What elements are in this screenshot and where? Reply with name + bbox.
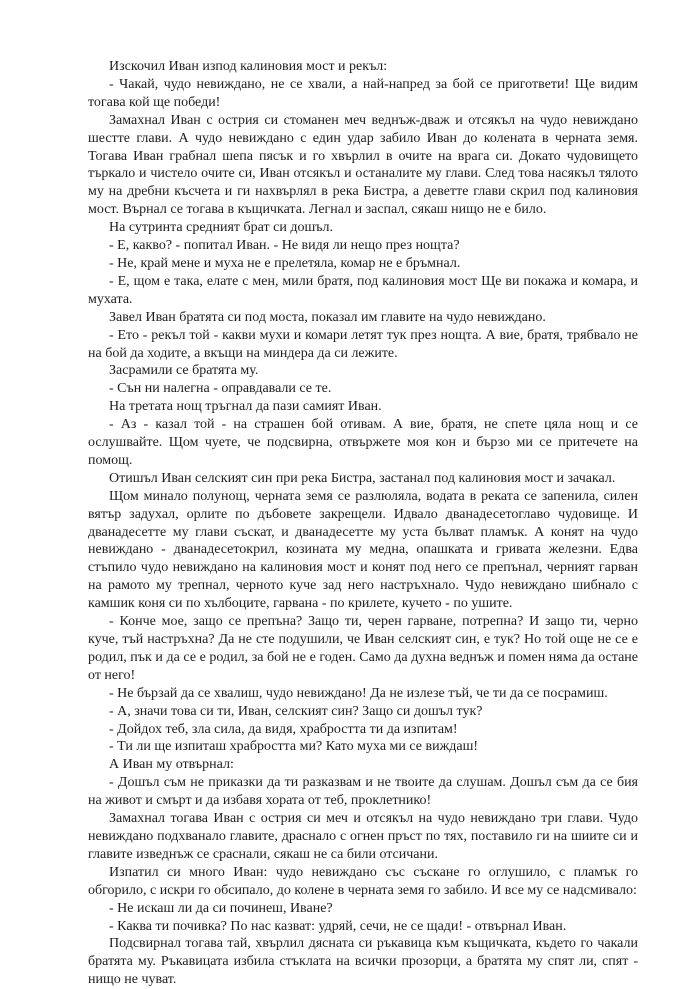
paragraph: Подсвирнал тогава тай, хвърлил дясната си ръкавица към къщичката, където го чакали братята му. Ръкавицата избила стъклата на всички прозорци, а братята му спят ли, спят - нищо не чуват. — [88, 936, 638, 988]
paragraph: - Ето - рекъл той - какви мухи и комари летят тук през нощта. А вие, братя, трябвало не на бой да ходите, а вкъщи на миндера да си лежите. — [88, 327, 638, 361]
paragraph: - Чакай, чудо невиждано, не се хвали, а най-напред за бой се пригответи! Ще видим тогава кой ще победи! — [88, 76, 638, 110]
paragraph: Изскочил Иван изпод калиновия мост и рекъл: — [109, 59, 388, 74]
paragraph: - Сън ни налегна - оправдавали се те. — [109, 381, 332, 397]
paragraph: Отишъл Иван селският син при река Бистра, застанал под калиновия мост и зачакал. — [109, 470, 616, 486]
paragraph: - Дошъл съм не приказки да ти разказвам и не твоите да слушам. Дошъл съм да се бия на живот и смърт и да избавя хората от теб, проклетнико! — [88, 775, 638, 809]
paragraph: Засрамили се братята му. — [109, 363, 259, 379]
paragraph: - Аз - казал той - на страшен бой отивам. А вие, братя, не спете цяла нощ и се ослушвайте. Щом чуете, че подсвирна, отвържете моя кон и бързо ми се притечете на помощ. — [88, 417, 638, 468]
paragraph: Изпатил си много Иван: чудо невиждано със съскане го оглушило, с пламък го обгорило, с искри го обсипало, до колене в черната земя го забило. И все му се надсмивало: — [88, 864, 638, 898]
paragraph: Щом минало полунощ, черната земя се разлюляла, водата в реката се запенила, силен вятър задухал, орлите по дъбовете закрещели. Идвало дванадесетоглаво чудовище. И дванадесетте му глави съскат, и дванадесетте му уста бълват пламък. А конят на чудо невиждано - дванадесетокрил, козината му медна, опашката и гривата железни. Едва стъпило чудо невиждано на калиновия мост и конят под него се препънал, черният гарван на рамото му трепнал, черното куче зад него настръхнало. Чудо невиждано шибнало с камшик коня си по хълбоците, гарвана - по крилете, кучето - по ушите. — [88, 488, 638, 612]
paragraph: - А, значи това си ти, Иван, селският син? Защо си дошъл тук? — [109, 703, 483, 719]
paragraph: - Ти ли ще изпиташ храбростта ми? Като муха ми се виждаш! — [109, 739, 479, 755]
paragraph: На сутринта средният брат си дошъл. — [109, 220, 333, 236]
paragraph: - Е, какво? - попитал Иван. - Не видя ли нещо през нощта? — [109, 238, 460, 254]
paragraph: Замахнал тогава Иван с острия си меч и отсякъл на чудо невиждано три глави. Чудо невиждано подхванало главите, драснало с огнен пръст по тях, поставило ги на шиите си и главите изведнъж се сраснали, сякаш не са били отсичани. — [88, 811, 638, 862]
paragraph: - Конче мое, защо се препъна? Защо ти, черен гарване, потрепна? И защо ти, черно куче, тъй настръхна? Да не сте подушили, че Иван селският син, е тук? Но той още не се е родил, пък и да се е родил, за бой не е годен. Само да духна веднъж и помен няма да остане от него! — [88, 614, 638, 683]
paragraph: Завел Иван братята си под моста, показал им главите на чудо невиждано. — [109, 309, 546, 325]
paragraph: - Каква ти почивка? По нас казват: удряй, сечи, не се щади! - отвърнал Иван. — [109, 918, 567, 934]
paragraph: - Не искаш ли да си починеш, Иване? — [109, 900, 333, 916]
paragraph: Замахнал Иван с острия си стоманен меч веднъж-дваж и отсякъл на чудо невиждано шестте глави. А чудо невиждано с един удар забило Иван до колената в черната земя. Тогава Иван грабнал шепа пясък и го хвърлил в очите на врага си. Докато чудовището търкало и чистело очите си, Иван отсякъл и останалите му глави. След това насякъл тялото му на дребни късчета и ги нахвърлял в река Бистра, а деветте глави скрил под калиновия мост. Върнал се тогава в къщичката. Легнал и заспал, сякаш нищо не е било. — [88, 112, 638, 218]
paragraph: - Дойдох теб, зла сила, да видя, храбростта ти да изпитам! — [109, 721, 458, 737]
paragraph: На третата нощ тръгнал да пази самият Иван. — [109, 399, 382, 415]
paragraph: - Не бързай да се хвалиш, чудо невиждано! Да не излезе тъй, че ти да се посрамиш. — [109, 685, 608, 701]
paragraph: А Иван му отвърнал: — [109, 757, 234, 773]
paragraph: - Не, край мене и муха не е прелетяла, комар не е бръмнал. — [109, 255, 461, 271]
paragraph: - Е, щом е така, елате с мен, мили братя, под калиновия мост Ще ви покажа и комара, и мухата. — [88, 273, 638, 307]
